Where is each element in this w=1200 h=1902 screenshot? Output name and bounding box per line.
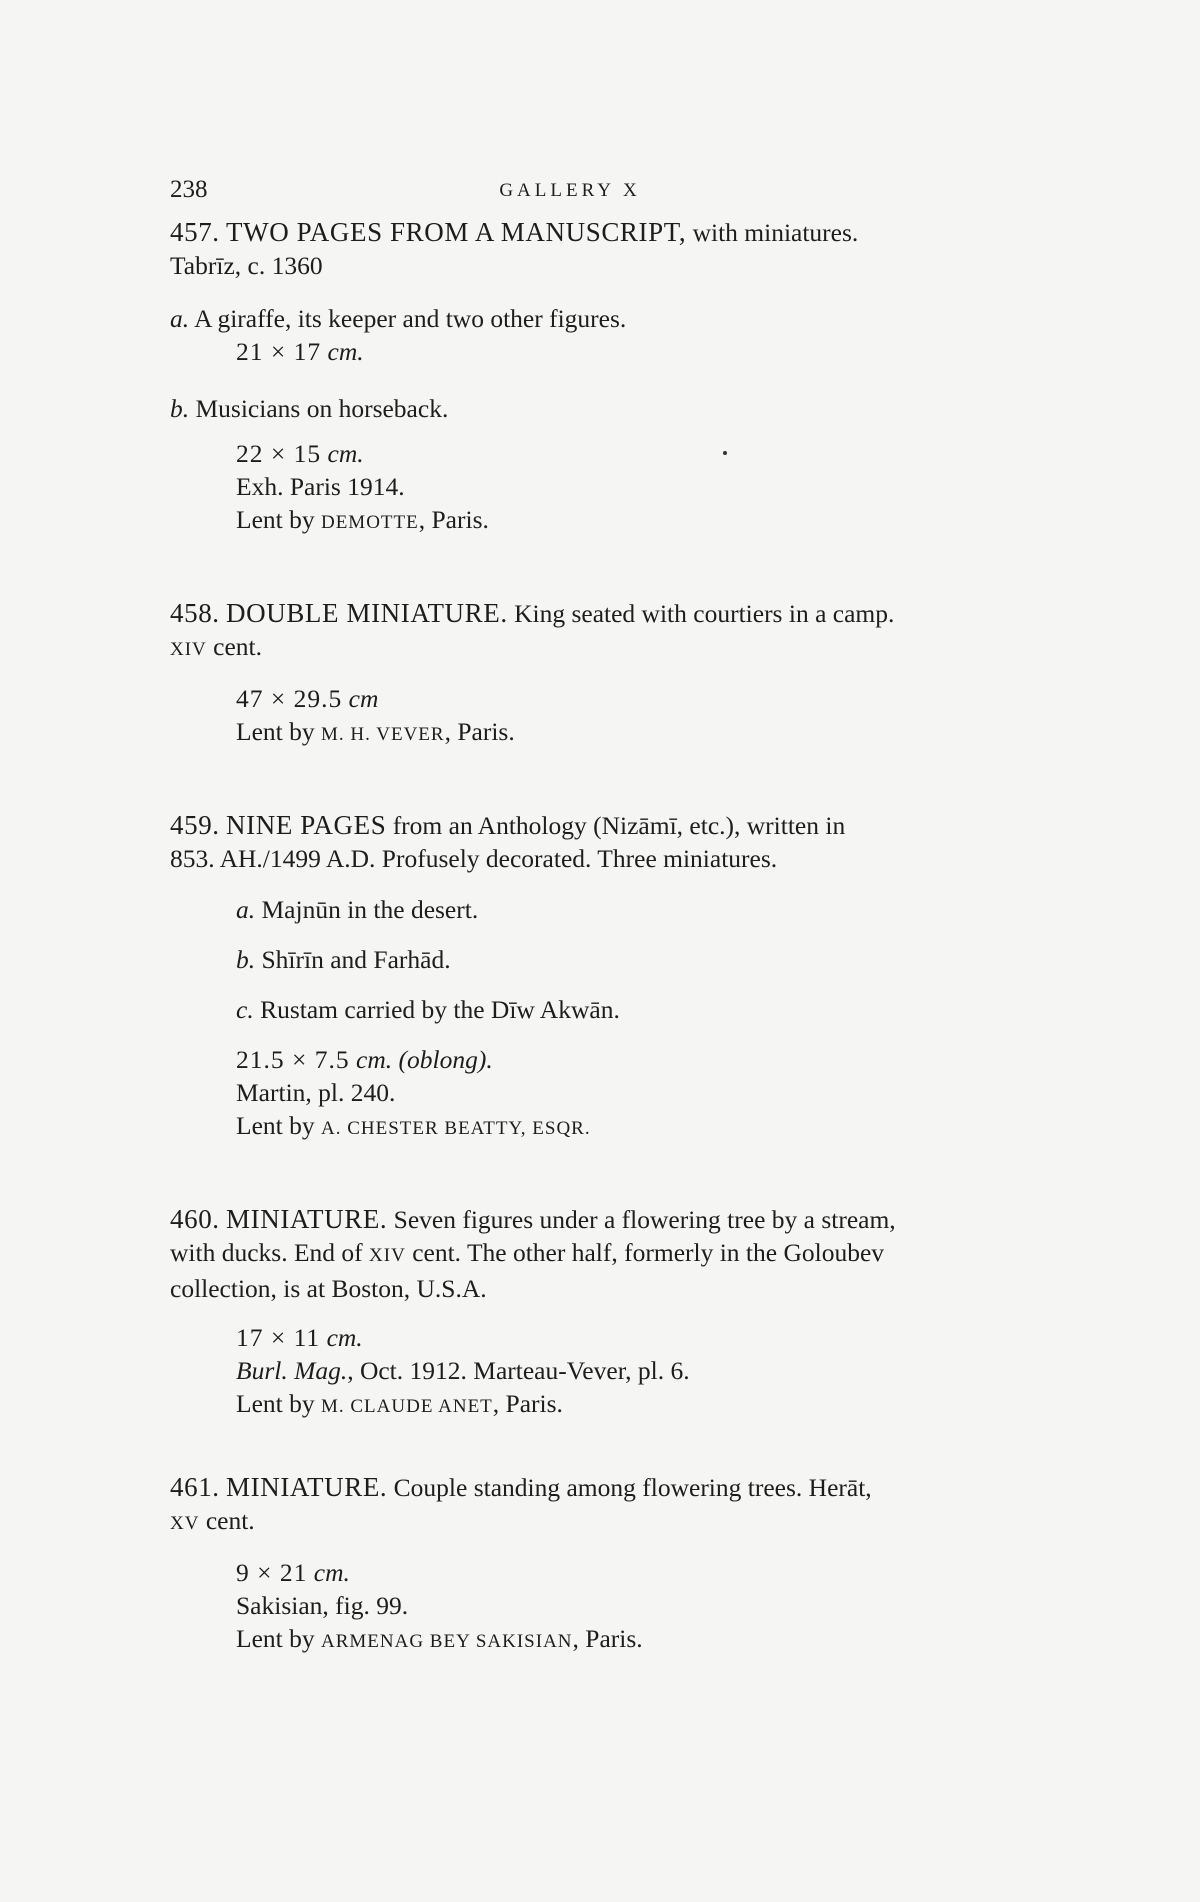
- entry-number: 460.: [170, 1204, 220, 1234]
- lender-name: M. CLAUDE ANET: [320, 1396, 493, 1417]
- entry-description: King seated with courtiers in a camp.: [507, 599, 895, 628]
- entry-heading: [170, 216, 1085, 249]
- item-a-details: [236, 335, 1085, 368]
- entry-number: 457.: [170, 217, 220, 247]
- reference-note: Sakisian, fig. 99.: [236, 1591, 409, 1620]
- entry-details: [236, 1556, 1085, 1658]
- entry-title: MINIATURE.: [226, 1204, 388, 1234]
- entry-provenance: Tabrīz, c. 1360: [170, 251, 323, 280]
- entry-date: XV cent.: [170, 1506, 255, 1535]
- entry-description: with miniatures.: [686, 218, 859, 247]
- item-list: [236, 893, 1085, 1026]
- lender-name: DEMOTTE: [320, 512, 419, 533]
- entry-description: Couple standing among flowering trees. Herāt,: [387, 1473, 872, 1502]
- entry-457: [170, 216, 1085, 539]
- entry-description: from an Anthology (Nizāmī, etc.), written in: [386, 811, 846, 840]
- entry-number: 459.: [170, 810, 220, 840]
- running-head: GALLERY X: [499, 180, 641, 201]
- entry-details: [236, 1321, 1085, 1423]
- item-dimensions: 21.5 × 7.5 cm. (oblong).: [236, 1045, 493, 1074]
- exhibition-note: Exh. Paris 1914.: [236, 472, 405, 501]
- lender-line: Lent by A. CHESTER BEATTY, ESQR.: [236, 1111, 591, 1140]
- entry-458: [170, 597, 1085, 751]
- item-dimensions: 47 × 29.5 cm: [236, 684, 379, 713]
- item-b: b. Shīrīn and Farhād.: [236, 945, 451, 974]
- page-number: 238: [170, 176, 208, 203]
- entry-heading: [170, 1471, 1085, 1504]
- item-c: c. Rustam carried by the Dīw Akwān.: [236, 995, 620, 1024]
- reference-note: Burl. Mag., Oct. 1912. Marteau-Vever, pl. 6.: [236, 1356, 690, 1385]
- entry-heading: [170, 1203, 1085, 1236]
- entry-description-2: with ducks. End of XIV cent. The other half, formerly in the Goloubev: [170, 1238, 885, 1267]
- entry-description: Seven figures under a flowering tree by a stream,: [387, 1205, 896, 1234]
- entry-title: DOUBLE MINIATURE.: [226, 598, 508, 628]
- entry-date: XIV cent.: [170, 632, 263, 661]
- entry-title: TWO PAGES FROM A MANUSCRIPT,: [226, 217, 687, 247]
- entry-details: [236, 1043, 1085, 1145]
- entry-description-3: collection, is at Boston, U.S.A.: [170, 1274, 487, 1303]
- lender-line: Lent by M. H. VEVER, Paris.: [236, 717, 515, 746]
- item-letter: b.: [170, 394, 190, 423]
- lender-name: A. CHESTER BEATTY, ESQR.: [320, 1118, 591, 1139]
- entry-461: [170, 1471, 1085, 1658]
- item-dimensions: 9 × 21 cm.: [236, 1558, 350, 1587]
- entry-460: [170, 1203, 1085, 1423]
- lender-name: ARMENAG BEY SAKISIAN: [320, 1631, 573, 1652]
- item-text: Musicians on horseback.: [189, 394, 449, 423]
- entry-details: [236, 682, 1085, 751]
- item-letter: a.: [170, 304, 190, 333]
- page-header: [170, 176, 1090, 216]
- entry-title: MINIATURE.: [226, 1472, 388, 1502]
- lender-line: Lent by M. CLAUDE ANET, Paris.: [236, 1389, 563, 1418]
- item-text: A giraffe, its keeper and two other figures.: [189, 304, 627, 333]
- entry-heading: [170, 597, 1085, 630]
- item-dimensions: 17 × 11 cm.: [236, 1323, 363, 1352]
- item-b: [170, 392, 1085, 425]
- reference-note: Martin, pl. 240.: [236, 1078, 396, 1107]
- item-a: a. Majnūn in the desert.: [236, 895, 479, 924]
- item-dimensions: 21 × 17 cm.: [236, 337, 364, 366]
- entry-heading: [170, 809, 1085, 842]
- lender-line: Lent by ARMENAG BEY SAKISIAN, Paris.: [236, 1624, 643, 1653]
- entry-title: NINE PAGES: [226, 810, 387, 840]
- item-a: [170, 302, 1085, 335]
- entry-provenance: 853. AH./1499 A.D. Profusely decorated. Three miniatures.: [170, 844, 778, 873]
- entry-459: [170, 809, 1085, 1145]
- entry-number: 461.: [170, 1472, 220, 1502]
- item-b-details: [236, 437, 1085, 539]
- item-dimensions: 22 × 15 cm.: [236, 439, 364, 468]
- lender-line: Lent by DEMOTTE, Paris.: [236, 505, 489, 534]
- entry-number: 458.: [170, 598, 220, 628]
- entries-list: [170, 216, 1085, 1658]
- lender-name: M. H. VEVER: [320, 724, 445, 745]
